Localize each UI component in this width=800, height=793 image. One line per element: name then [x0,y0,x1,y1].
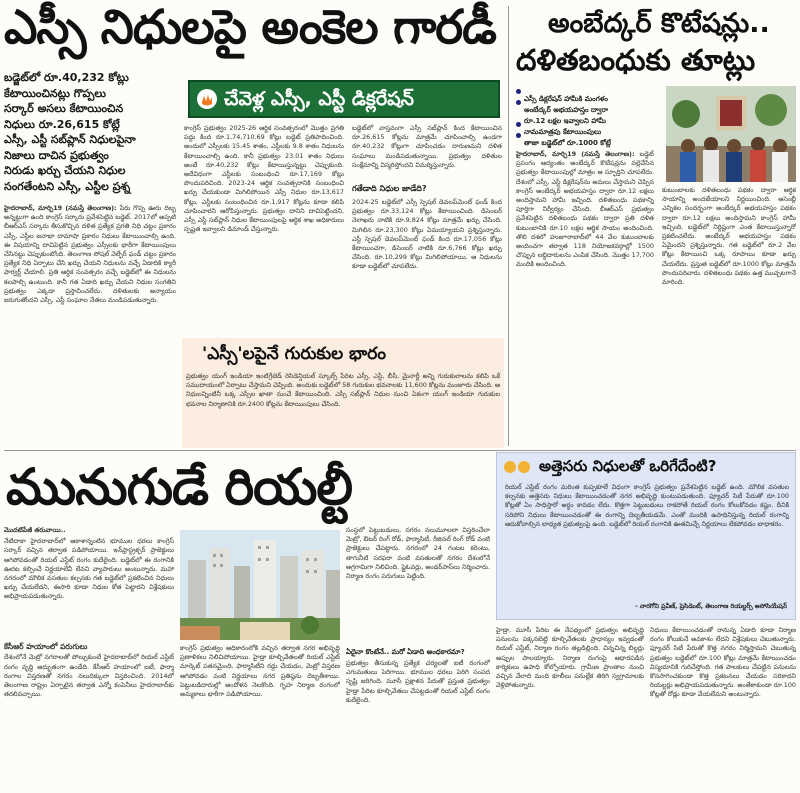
story2-headline-line2: దళితబంధుకు తూట్లు [516,43,756,77]
story2-bullet-text: అంబేద్కర్ అభయహస్తం ద్వారా [524,106,609,114]
story1-sub-body: ప్రభుత్వం యంగ్ ఇండియా ఇంటిగ్రేటెడ్ రెసిడెన్షియల్ స్కూల్స్ పేరిట ఎస్సీ, ఎస్టీ, బీసీ, మైనార్టీ అన్ని గురుకులాలను కలిపి ఒకే సముదాయంలో ఏర్పాటు చేస్తామని చెప్పింది. అందుకు బడ్జెట్‌లో 58 గురుకుల భవనాలకు 11,600 కోట్లను మంజూరు చేసింది. ఆ నిధులన్నింటినీ ఒక్క ఎస్సీల ఖాతా నుంచే కేటాయించింది. ఎస్సీ సబ్‌ప్లాన్ నిధుల నుంచి ఏకంగా యంగ్ ఇండియా గురుకుల భవనాల నిర్మాణానికి రూ.2400 కోట్లను కేటాయింపులు చేసింది. [186,372,500,408]
story1-sub-headline: 'ఎస్సీ'లపైనే గురుకుల భారం [202,344,386,364]
story1-deck-line: సంగతేంటని ఎస్సీ, ఎస్టీల ప్రశ్న [4,179,131,193]
story1-deck-line: నిరుడు ఖర్చు చేయని నిధుల [4,164,126,177]
story2-bullets [516,86,664,147]
story4-box [496,452,796,620]
story1-dateline: హైదరాబాద్, మార్చి19 (నమస్తే తెలంగాణ): [4,204,117,212]
story1-sub-box [182,338,504,448]
story1-subhead: గతేడాది నిధుల జాడేది? [352,184,427,193]
story2-bullet [516,97,664,114]
story1-deck [4,70,176,194]
section-divider [4,450,796,451]
story3-byline: మొదటిపేజీ తరువాయి.. [4,526,66,534]
story1-deck-line: బడ్జెట్‌లో రూ.40,232 కోట్లు [4,71,129,84]
story2-bullet [516,86,664,103]
story1-deck-line: ఎస్సీ, ఎస్టీ సబ్‌ప్లాన్ నిధులపైనా [4,133,136,146]
story2-bullet [516,108,664,125]
story1-col2: కాంగ్రెస్ ప్రభుత్వం 2025-26 ఆర్థిక సంవత్సరంలో మొత్తం ప్రగతి పద్దు కింద రూ.1,74,710.69 కోట్లు బడ్జెట్ ప్రతిపాదించింది. అందులో ఎస్సీలకు 15.45 శాతం, ఎస్టీలకు 9.8 శాతం నిధులను కేటాయించాల్సి ఉంది. కానీ ప్రభుత్వం 23.01 శాతం నిధులు అంటే రూ.40,232 కోట్లు కేటాయిస్తున్నట్టు చెప్పుకుంది. అదేవిధంగా ఎస్టీలకు సంబంధించి రూ.17,169 కోట్లు పొందుపరిచింది. 2023-24 ఆర్థిక సంవత్సరానికి సంబంధించి ఖర్చు చేయకుండా మిగిలిపోయిన ఎస్సీ నిధుల రూ.13,617 కోట్లు, ఎస్టీలకు సంబంధించిన రూ.1,917 కోట్లను కూడా కలిపి చూపించారని ఆరోపిస్తున్నారు. ప్రభుత్వం దానిని దాచిపెట్టిందని, ఎస్సీ ఎస్టీ సబ్‌ప్లాన్ నిధుల కేటాయింపులపై ఆర్థిక శాఖ అధికారులు స్పష్టత ఇవ్వాలని డిమాండ్ చేస్తున్నారు. [184,124,344,234]
story1-col3b-text: 2024-25 బడ్జెట్‌లో ఎస్సీ స్పెషల్ డెవలప్‌మెంట్ ఫండ్ కింద ప్రభుత్వం రూ.33,124 కోట్లు కేటాయించింది. డిసెంబర్ నెలాఖరు నాటికి రూ.9,824 కోట్లు మాత్రమే ఖర్చు చేసింది. మిగిలిన రూ.23,300 కోట్లు ఏమయ్యాయని ప్రశ్నిస్తున్నారు. ఎస్టీ స్పెషల్ డెవలప్‌మెంట్ ఫండ్ కింద రూ.17,056 కోట్లు కేటాయించగా, డిసెంబర్ నాటికి రూ.6,766 కోట్లు ఖర్చు చేసింది. రూ.10,299 కోట్లు మిగిలిపోయాయి. ఆ నిధులను కూడా బడ్జెట్‌లో చూపలేదు. [352,198,502,271]
story3-headline: మునుగుడే రియల్టీ [6,458,353,516]
story1-deck-line: సర్కార్ అసలు కేటాయించిన [4,102,124,115]
story3-col1b-text: దేశంలోనే మెట్రో నగరాలతో పోల్చుకుంటే హైదరాబాద్‌లో రియల్ ఎస్టేట్ రంగం వృద్ధి అద్భుతంగా ఉండేది. కేసీఆర్ హయాంలో ఐటీ, ఫార్మా రంగాల విస్తరణతో నగరం నలుదిక్కులా విస్తరించింది. 2014లో తెలంగాణ రాష్ట్రం ఏర్పాటైన తర్వాత ఎన్నో కంపెనీలు హైదరాబాద్‌కు తరలివచ్చాయి. [4,653,174,699]
story3-col2b-text: ప్రభుత్వం తీసుకున్న ప్రత్యేక చర్యలతో ఐటీ రంగంలో ఎగుమతులు పెరిగాయి. భూముల ధరలు పెరిగి సంపద సృష్టి జరిగింది. మూసీ ప్రక్షాళన పేరుతో ప్రస్తుత ప్రభుత్వం హైడ్రా పేరిట కూల్చివేతలు చేపట్టడంతో రియల్ ఎస్టేట్ రంగం కుదేలైంది. [346,659,490,704]
quote-icon [503,459,533,475]
story1-banner-title: చేవెళ్ల ఎస్సీ, ఎస్టీ డిక్లరేషన్ [224,88,414,110]
story3-col2-text: సంస్థలో పెట్టుబడులు, నగరం నలుమూలలా విస్తరించేలా మెట్రో, ఔటర్ రింగ్ రోడ్, ఫార్మాసిటీ, రీజినల్ రింగ్ రోడ్ వంటి ప్రాజెక్టులు చేపట్టారు. నగరంలో 24 గంటల కరెంటు, తాగునీటి సరఫరా వంటి వసతులతో నగరం దేశంలోనే అగ్రగామిగా నిలిచింది. ఫ్లైఓవర్లు, అండర్‌పాస్‌లు నిర్మించారు. నిర్మాణ రంగం పరుగులు పెట్టింది. [346,526,490,581]
protest-photo [666,86,796,182]
story3-col1-text: నేటిదాకా హైదరాబాద్‌లో ఆకాశాన్నంటిన భూముల ధరలు కాంగ్రెస్ సర్కార్ వచ్చిన తర్వాత పడిపోయాయి. ఇన్‌ఫ్రాస్ట్రక్చర్ ప్రాజెక్టులు ఆగిపోవడంతో రియల్ ఎస్టేట్ రంగం కుదేలైంది. బడ్జెట్‌లో ఈ రంగానికి ఊరట కల్పించే నిర్ణయాలేవీ లేవని వ్యాపారులు అంటున్నారు. మహా నగరంలో మౌలిక వసతుల కల్పనకు గత బడ్జెట్‌లో ప్రకటించిన నిధులు ఖర్చు చేయలేదని, ఈసారి కూడా నిధుల కోత పెట్టారని విశ్లేషకులు అభిప్రాయపడుతున్నారు. [4,537,174,601]
story2-bullet-text: నామమాత్రపు కేటాయింపులు [524,128,602,136]
story3-subhead2: ఏదైనా కొంటేనే.. మరో ఏడాది అంధకారమా? [346,648,465,656]
story2-dateline: హైదరాబాద్, మార్చి19 (నమస్తే తెలంగాణ): [516,150,635,158]
story1-deck-line: నిధులు రూ.26,615 కోట్లే [4,117,120,131]
story1-banner [188,80,500,118]
city-skyline-photo [180,530,340,640]
story1-deck-line: నిజాలు దాచిన ప్రభుత్వం [4,148,109,162]
story1-col1 [4,204,176,444]
column-divider [508,6,509,446]
story2-col1-text: బడ్జెట్ ప్రసంగం ఆద్యంతం అంబేద్కర్ కొటేషన్లను వల్లెవేసిన ప్రభుత్వం కేటాయింపుల్లో మాత్రం ఆ స్ఫూర్తిని చూపలేదు. దేశంలో ఎస్సీ, ఎస్టీ డిక్లరేషన్‌ను అమలు చేస్తామని చెప్పిన కాంగ్రెస్ అంబేద్కర్ అభయహస్తం ద్వారా రూ.12 లక్షలు అందిస్తామని హామీ ఇచ్చింది. దళితబంధు పథకాన్ని పూర్తిగా నిర్వీర్యం చేసింది. బీఆర్‌ఎస్ ప్రభుత్వం ప్రవేశపెట్టిన దళితబంధు పథకం ద్వారా ప్రతి దళిత కుటుంబానికి రూ.10 లక్షల ఆర్థిక సాయం అందించింది. తొలి దశలో హుజూరాబాద్‌లో 44 వేల కుటుంబాలకు అందించగా తర్వాత 118 నియోజకవర్గాల్లో 1500 చొప్పున లబ్ధిదారులను ఎంపిక చేసింది. మొత్తం 17,700 మందికి అందించింది. [516,150,654,269]
story2-col1 [516,150,654,446]
story1-deck-line: కేటాయించినట్లు గొప్పలు [4,86,106,100]
hand-logo-icon [196,88,218,110]
story3-col1 [4,526,174,788]
bullet-icon [516,100,521,105]
story3-col2-wrap [346,526,490,788]
story1-col3 [352,124,502,336]
story2-bullet [516,119,664,136]
story2-bullet-text: ఎస్సీ డిక్లరేషన్ హామీకి మంగళం [524,95,608,103]
story4-headline: అత్తెసరు నిధులతో ఒరిగేదేంటి? [539,457,717,475]
story3-col-under-photo: కాంగ్రెస్ ప్రభుత్వం అధికారంలోకి వచ్చిన తర్వాత నగర అభివృద్ధి ప్రణాళికలు నిలిచిపోయాయి. హైడ్రా కూల్చివేతలతో రియల్ ఎస్టేట్ మార్కెట్ పతనమైంది. ఫార్మాసిటీని రద్దు చేయడం, మెట్రో విస్తరణ ఆగిపోవడం వంటి నిర్ణయాలు నగర ప్రతిష్ఠను దెబ్బతీశాయి. పెట్టుబడిదారుల్లో ఆందోళన నెలకొంది. గృహ నిర్మాణ రంగంలో అమ్మకాలు భారీగా పడిపోయాయి. [180,644,340,699]
story2-bullet [516,130,664,147]
story1-col3-text: బడ్జెట్‌లో వాస్తవంగా ఎస్సీ సబ్‌ప్లాన్ కింద కేటాయించిన రూ.26,615 కోట్లను మాత్రమే చూపించాల్సి ఉండగా రూ.40,232 కోట్లుగా చూపించడం దారుణమని దళిత సంఘాలు మండిపడుతున్నాయి. ప్రభుత్వం దళితుల సంక్షేమాన్ని విస్మరిస్తోందని విమర్శిస్తున్నారు. [352,124,502,169]
story2-headline-line1: అంబేద్కర్ కొటేషన్లు.. [548,8,770,39]
bullet-icon [516,122,521,127]
story4-col2: నిధులు కేటాయించడంతో రానున్న ఏడాది కూడా నిర్మాణ రంగం కోలుకునే అవకాశం లేదని విశ్లేషకులు చెబుతున్నారు. ఫ్యూచర్ సిటీ పేరుతో కొత్త నగరం నిర్మిస్తామని చెబుతున్న ప్రభుత్వం బడ్జెట్‌లో రూ.100 కోట్లు మాత్రమే కేటాయించడం విస్మయానికి గురిచేస్తోంది. గత పాలకులు చేపట్టిన పనులను కొనసాగించకుండా కొత్త ప్రకటనలు చేయడం సరికాదని రియల్టర్లు అభిప్రాయపడుతున్నారు. అంతేకాకుండా రూ.100 కోట్లతో రోడ్లు కూడా వేయలేమని అంటున్నారు. [650,626,796,699]
story3-subhead1: కేసీఆర్ హయాంలో పరుగులు [4,642,88,652]
bullet-icon [516,89,521,94]
story1-headline: ఎస్సీ నిధులపై అంకెల గారడీ [4,0,496,55]
story1-col1-text: పేరు గొప్ప ఊరు దిబ్బ అన్నట్టుగా ఉంది కాంగ్రెస్ సర్కారు ప్రవేశపెట్టిన బడ్జెట్. 2017లో అప్పటి బీఆర్‌ఎస్ సర్కారు తీసుకొచ్చిన దళిత ప్రత్యేక ప్రగతి నిధి చట్టం ప్రకారం ఎస్సీ, ఎస్టీల జనాభా దామాషా ప్రకారం నిధులు కేటాయించాల్సి ఉంది. ఈ విషయాన్ని దాచిపెట్టిన ప్రభుత్వం ఎస్సీలకు భారీగా కేటాయింపులు చేసినట్టు చెప్పుకుంటోంది. తెలంగాణ సోషల్ వెల్ఫేర్ ఫండ్ చట్టం ప్రకారం ప్రత్యేక నిధి ఏర్పాటు చేసి ఖర్చు చేయని నిధులను వచ్చే ఏడాదికి క్యారీ ఫార్వర్డ్ చేయాలి. ప్రతి ఆర్థిక సంవత్సరం వచ్చే బడ్జెట్‌లో ఈ నిధులను కలపాల్సి ఉంటుంది. కానీ గత ఏడాది ఖర్చు చేయని నిధుల సంగతిని ప్రభుత్వం ఎక్కడా ప్రస్తావించలేదు. దళితులకు అన్యాయం జరుగుతోందని ఎస్సీ, ఎస్టీ సంఘాల నేతలు మండిపడుతున్నారు. [4,204,176,305]
story4-body: రియల్ ఎస్టేట్ రంగం మరింత కుప్పకూలే విధంగా కాంగ్రెస్ ప్రభుత్వం ప్రవేశపెట్టిన బడ్జెట్ ఉంది. మౌలిక వసతుల కల్పనకు అత్తెసరు నిధులు కేటాయించడంతో నగర అభివృద్ధి కుంటుపడుతుంది. ఫ్యూచర్ సిటీ పేరుతో రూ.100 కోట్లతో ఏం సాధిస్తారో అర్థం కావడం లేదు. కొత్తగా పెట్టుబడులు రాకపోతే రియల్ రంగం కోలుకోవడం కష్టం. దీనికి సరిపోని నిధులు కేటాయించడంతో ఈ రంగాన్ని దెబ్బతీయడమే. ఎంతో మందికి ఉపాధినిస్తున్న రియల్ రంగాన్ని ఆదుకోవాల్సిన బాధ్యత ప్రభుత్వంపై ఉంది. బడ్జెట్‌లో రియల్ రంగానికి ఊతమిచ్చే నిర్ణయాలు లేకపోవడం బాధాకరం. [505,483,789,528]
story4-signature: - నారగోని ప్రవీణ్, ప్రెసిడెంట్, తెలంగాణ రియల్టర్స్ అసోసియేషన్ [635,603,787,610]
story2-bullet-text: రూ.12 లక్షల ఇవ్వాలని హామీ [524,117,606,125]
bullet-icon [516,133,521,138]
story2-col2: కుటుంబాలకు దళితబంధు పథకం ద్వారా ఆర్థిక సాయాన్ని అందజేయాలని నిర్ణయించింది. అసెంబ్లీ ఎన్నికల సందర్భంగా అంబేద్కర్ అభయహస్తం పథకం ద్వారా రూ.12 లక్షలు అందిస్తామని కాంగ్రెస్ హామీ ఇచ్చింది. బడ్జెట్‌లో నిర్దిష్టంగా ఎంత కేటాయిస్తున్నారో ప్రకటించలేదు. అంబేద్కర్ అభయహస్తం పథకం ఏమైందని ప్రశ్నిస్తున్నారు. గత బడ్జెట్‌లో రూ.2 వేల కోట్లు కేటాయించి ఒక్క రూపాయి కూడా ఖర్చు చేయలేదు. ప్రస్తుత బడ్జెట్‌లో రూ.1000 కోట్లు మాత్రమే పొందుపరిచారు. దళితబంధు పథకం ఉత్త ముచ్చటగానే మారింది. [662,186,796,287]
story2-bullet-text: తాజా బడ్జెట్‌లో రూ.1000 కోట్లే [524,139,611,147]
story4-col1: హైడ్రా, మూసీ పేరిట ఈ నేపథ్యంలో ప్రభుత్వం అభివృద్ధి పనులను పక్కనబెట్టి కూల్చివేతలకు ప్రాధాన్యం ఇవ్వడంతో రియల్ ఎస్టేట్, నిర్మాణ రంగం తల్లడిల్లింది. చిన్నచిన్న బిల్డర్లు అప్పుల పాలయ్యారు. నిర్మాణ రంగంపై ఆధారపడిన కార్మికులు ఉపాధి కోల్పోయారు. గ్రామీణ ప్రాంతాల నుంచి వచ్చిన వేలాది మంది కూలీలు పనుల్లేక తిరిగి స్వగ్రామాలకు వెళ్లిపోతున్నారు. [496,626,644,690]
